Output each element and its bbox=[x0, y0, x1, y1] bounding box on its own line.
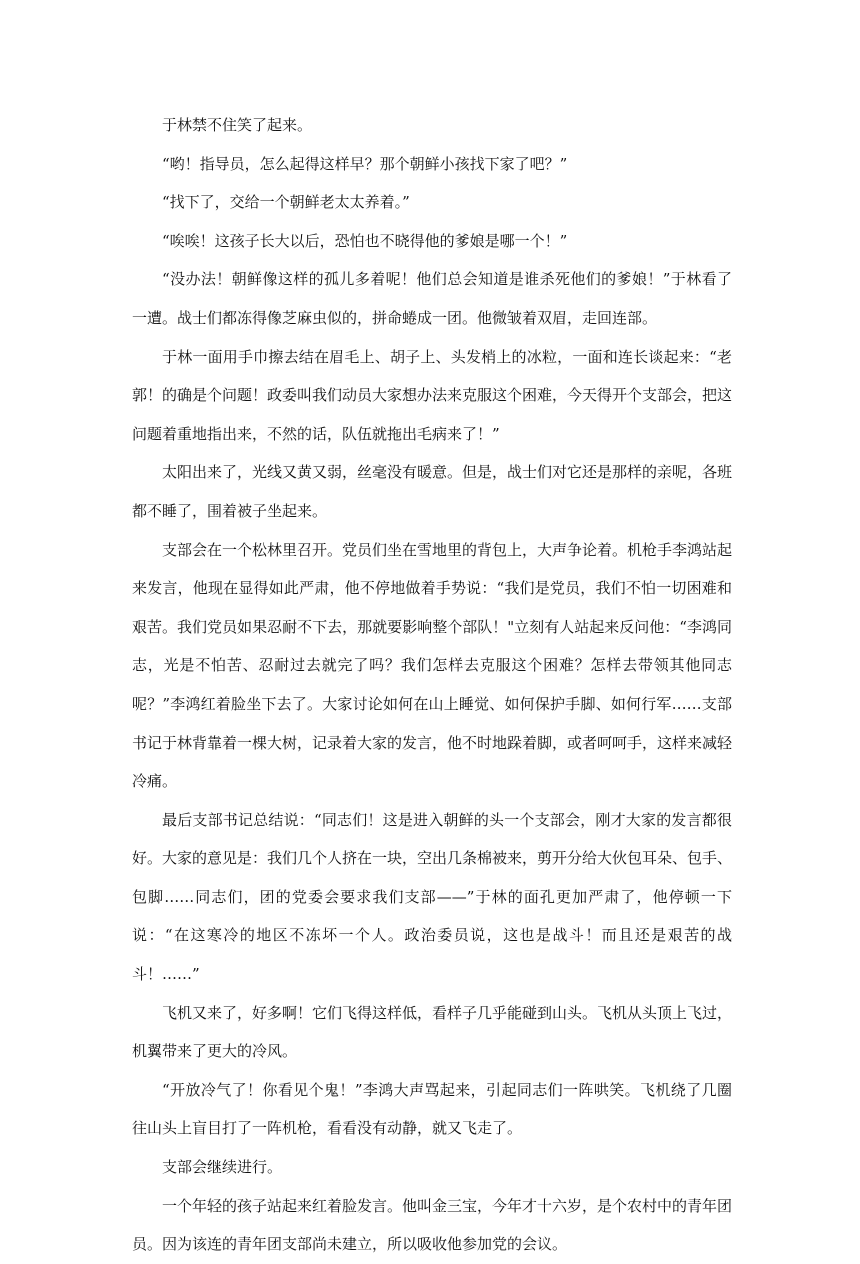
document-page bbox=[132, 106, 732, 1264]
paragraph-5: “没办法！朝鲜像这样的孤儿多着呢！他们总会知道是谁杀死他们的爹娘！”于林看了一遭。战士们都冻得像芝麻虫似的，拼命蜷成一团。他微皱着双眉，走回连部。 bbox=[132, 270, 732, 327]
paragraph-8: 支部会在一个松林里召开。党员们坐在雪地里的背包上，大声争论着。机枪手李鸿站起来发言，他现在显得如此严肃，他不停地做着手势说：“我们是党员，我们不怕一切困难和艰苦。我们党员如果忍耐不下去，那就要影响整个部队！"立刻有人站起来反问他：“李鸿同志，光是不怕苦、忍耐过去就完了吗？我们怎样去克服这个困难？怎样去带领其他同志呢？”李鸿红着脸坐下去了。大家讨论如何在山上睡觉、如何保护手脚、如何行军……支部书记于林背靠着一棵大树，记录着大家的发言，他不时地跺着脚，或者呵呵手，这样来减轻冷痛。 bbox=[132, 540, 733, 791]
paragraph-2: “哟！指导员，怎么起得这样早？那个朝鲜小孩找下家了吧？” bbox=[162, 154, 568, 173]
paragraph-11: “开放冷气了！你看见个鬼！”李鸿大声骂起来，引起同志们一阵哄笑。飞机绕了几圈往山头上盲目打了一阵机枪，看看没有动静，就又飞走了。 bbox=[132, 1080, 732, 1138]
paragraph-7: 太阳出来了，光线又黄又弱，丝毫没有暖意。但是，战士们对它还是那样的亲呢，各班都不睡了，围着被子坐起来。 bbox=[132, 463, 733, 520]
paragraph-12: 支部会继续进行。 bbox=[162, 1158, 283, 1177]
paragraph-3: “找下了，交给一个朝鲜老太太养着。” bbox=[162, 193, 410, 212]
paragraph-13: 一个年轻的孩子站起来红着脸发言。他叫金三宝，今年才十六岁，是个农村中的青年团员。因为该连的青年团支部尚未建立，所以吸收他参加党的会议。 bbox=[132, 1196, 733, 1254]
paragraph-10: 飞机又来了，好多啊！它们飞得这样低，看样子几乎能碰到山头。飞机从头顶上飞过，机翼带来了更大的冷风。 bbox=[132, 1003, 733, 1061]
paragraph-6: 于林一面用手巾擦去结在眉毛上、胡子上、头发梢上的冰粒，一面和连长谈起来：“老郭！的确是个问题！政委叫我们动员大家想办法来克服这个困难，今天得开个支部会，把这问题着重地指出来，不然的话，队伍就拖出毛病来了！” bbox=[132, 347, 733, 443]
paragraph-9: 最后支部书记总结说：“同志们！这是进入朝鲜的头一个支部会，刚才大家的发言都很好。大家的意见是：我们几个人挤在一块，空出几条棉被来，剪开分给大伙包耳朵、包手、包脚……同志们，团的党委会要求我们支部——”于林的面孔更加严肃了，他停顿一下说：“在这寒冷的地区不冻坏一个人。政治委员说，这也是战斗！而且还是艰苦的战斗！……” bbox=[132, 810, 733, 984]
paragraph-4: “唉唉！这孩子长大以后，恐怕也不晓得他的爹娘是哪一个！” bbox=[162, 231, 568, 250]
paragraph-1: 于林禁不住笑了起来。 bbox=[162, 116, 313, 134]
